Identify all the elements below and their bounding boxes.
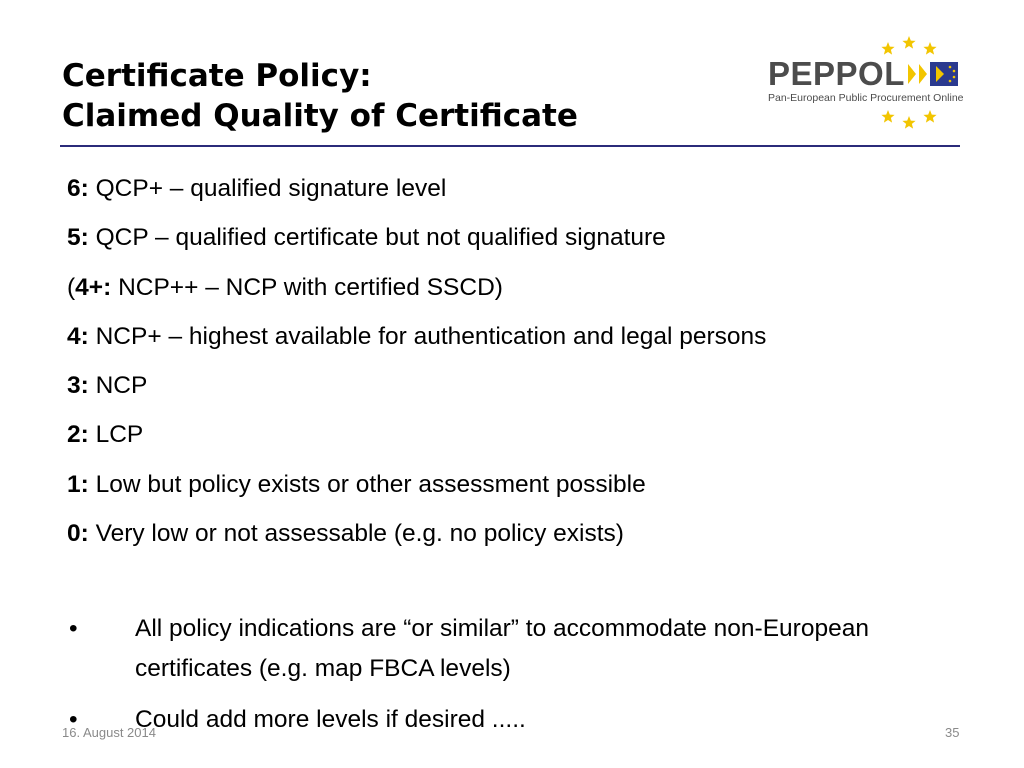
level-item: 6: QCP+ – qualified signature level [67,175,447,202]
slide-number: 35 [945,725,960,740]
bullet-text: All policy indications are “or similar” to accommodate non-European certificates (e.g. map FBCA levels) [135,615,869,682]
footer-date: 16. August 2014 [62,725,156,740]
level-item: (4+: NCP++ – NCP with certified SSCD) [67,273,503,301]
notes-list [67,609,967,751]
level-item: 5: QCP – qualified certificate but not qualified signature [67,224,666,252]
level-item: 1: Low but policy exists or other assessment possible [67,470,646,498]
bullet-marker: • [69,706,78,733]
quality-level-list [67,164,766,558]
slide-title-line-2: Claimed Quality of Certificate [62,98,578,134]
bullet-text: Could add more levels if desired ..... [135,706,526,733]
list-item [67,609,967,689]
title-divider [60,145,960,147]
slide-title-line-1: Certificate Policy: [62,58,372,94]
peppol-logo [764,34,964,130]
logo-wordmark: PEPPOL [768,55,905,92]
level-item: 3: NCP [67,372,148,400]
logo-subtitle: Pan-European Public Procurement Online [768,92,964,104]
level-item: 4: NCP+ – highest available for authentication and legal persons [67,322,767,350]
list-item [67,700,967,740]
level-item: 0: Very low or not assessable (e.g. no policy exists) [67,520,624,548]
bullet-marker: • [69,615,78,642]
slide-title [62,56,578,136]
level-item: 2: LCP [67,421,144,449]
